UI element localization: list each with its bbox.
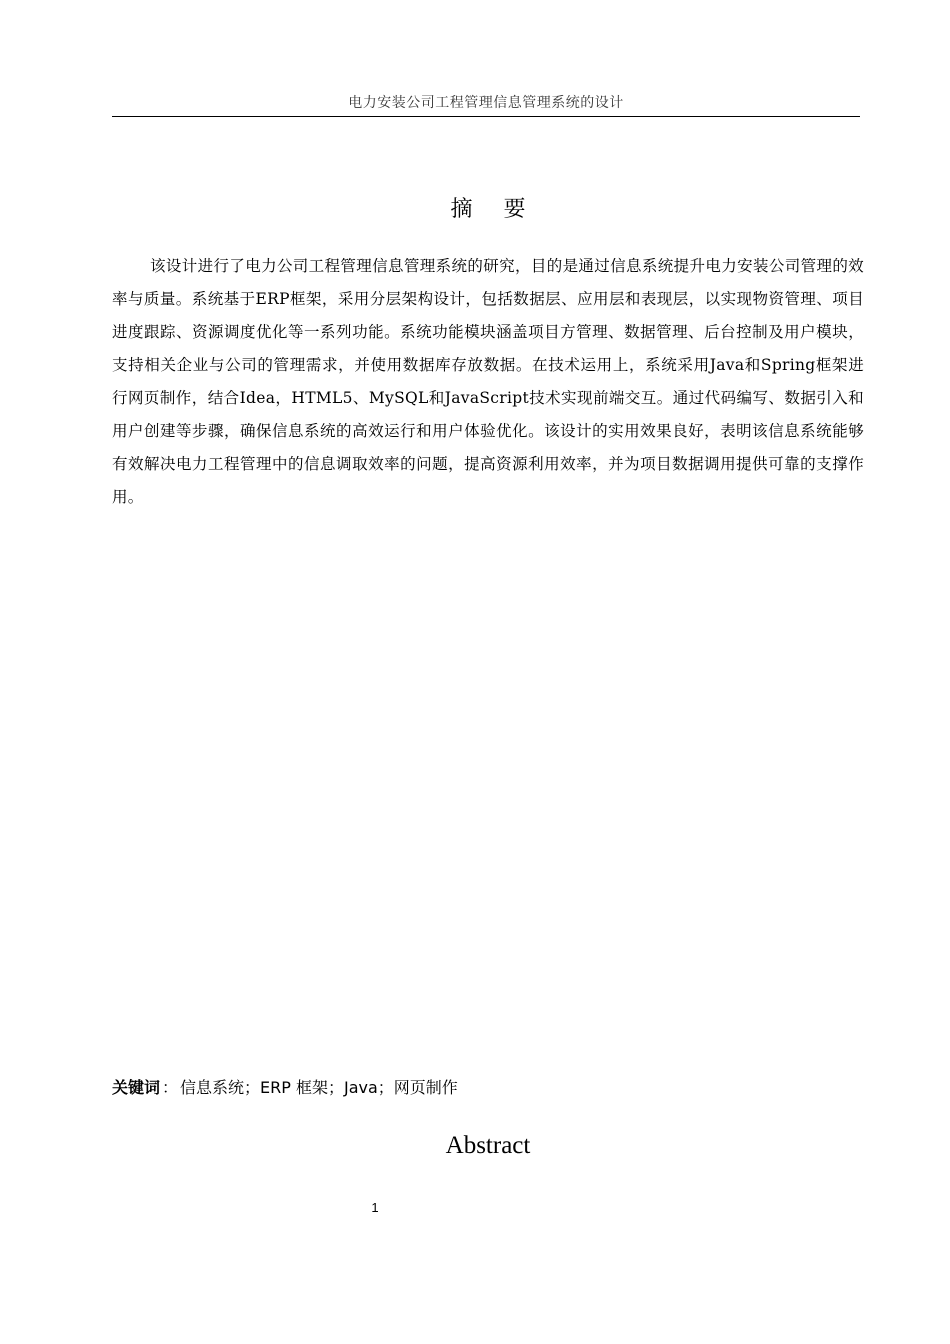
header-divider [112,116,860,117]
abstract-body: 该设计进行了电力公司工程管理信息管理系统的研究，目的是通过信息系统提升电力安装公司管理的效率与质量。系统基于ERP框架，采用分层架构设计，包括数据层、应用层和表现层，以实现物资管理、项目进度跟踪、资源调度优化等一系列功能。系统功能模块涵盖项目方管理、数据管理、后台控制及用户模块，支持相关企业与公司的管理需求，并使用数据库存放数据。在技术运用上，系统采用Java和Spring框架进行网页制作，结合Idea，HTML5、MySQL和JavaScript技术实现前端交互。通过代码编写、数据引入和用户创建等步骤，确保信息系统的高效运行和用户体验优化。该设计的实用效果良好，表明该信息系统能够有效解决电力工程管理中的信息调取效率的问题，提高资源利用效率，并为项目数据调用提供可靠的支撑作用。 [112,257,864,506]
english-abstract-heading: Abstract [445,1132,531,1159]
keywords-separator: ： [162,1078,179,1097]
abstract-heading: 摘 要 [450,197,538,222]
keywords-label: 关键词 [112,1078,161,1097]
keywords-value: 信息系统；ERP 框架；Java；网页制作 [180,1078,458,1097]
running-header: 电力安装公司工程管理信息管理系统的设计 [348,95,624,111]
page-number: 1 [371,1200,379,1215]
keywords-line [112,1075,864,1101]
